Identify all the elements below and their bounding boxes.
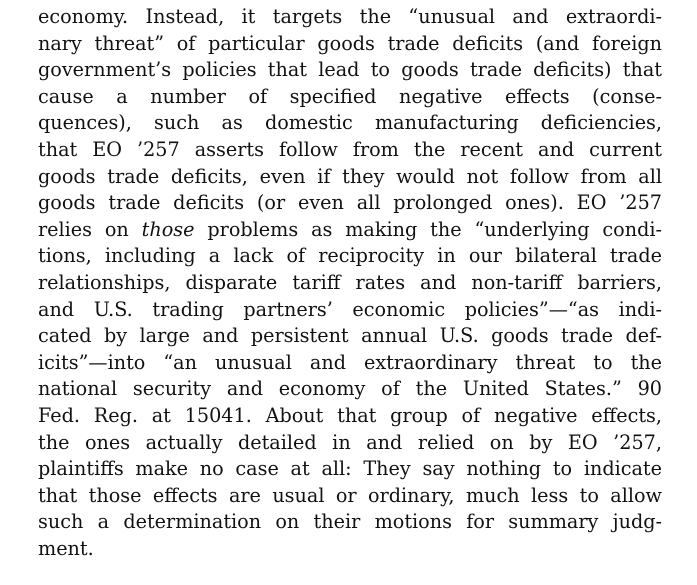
text-line: cause a number of specified negative effects (conse- bbox=[38, 84, 662, 108]
text-line: national security and economy of the United States.” 90 bbox=[38, 377, 662, 401]
text-line: and U.S. trading partners’ economic policies”—“as indi- bbox=[38, 297, 662, 321]
text-line: nary threat” of particular goods trade deficits (and foreign bbox=[38, 31, 662, 55]
text-line: the ones actually detailed in and relied on by EO ’257, bbox=[38, 430, 662, 454]
text-line: Fed. Reg. at 15041. About that group of negative effects, bbox=[38, 403, 662, 427]
text-line: icits”—into “an unusual and extraordinary threat to the bbox=[38, 350, 662, 374]
text-line: that EO ’257 asserts follow from the recent and current bbox=[38, 137, 662, 161]
text-line: goods trade deficits (or even all prolonged ones). EO ’257 bbox=[38, 191, 662, 215]
text-line: government’s policies that lead to goods trade deficits) that bbox=[38, 58, 662, 82]
text-line: plaintiffs make no case at all: They say nothing to indicate bbox=[38, 457, 662, 481]
text-line: cated by large and persistent annual U.S. goods trade def- bbox=[38, 324, 662, 348]
text-line: relationships, disparate tariff rates and non-tariff barriers, bbox=[38, 270, 662, 294]
text-line: economy. Instead, it targets the “unusual and extraordi- bbox=[38, 5, 662, 28]
text-line: quences), such as domestic manufacturing deficiencies, bbox=[38, 111, 662, 135]
text-line: that those effects are usual or ordinary, much less to allow bbox=[38, 483, 662, 507]
text-line: goods trade deficits, even if they would not follow from all bbox=[38, 164, 662, 188]
emphasis-text: those bbox=[141, 217, 195, 241]
text-line: relies on those problems as making the “underlying condi- bbox=[38, 217, 662, 241]
text-line: ment. bbox=[38, 536, 94, 560]
text-line: such a determination on their motions for summary judg- bbox=[38, 510, 662, 534]
document-body bbox=[38, 4, 662, 562]
text-line: tions, including a lack of reciprocity in our bilateral trade bbox=[38, 244, 662, 268]
